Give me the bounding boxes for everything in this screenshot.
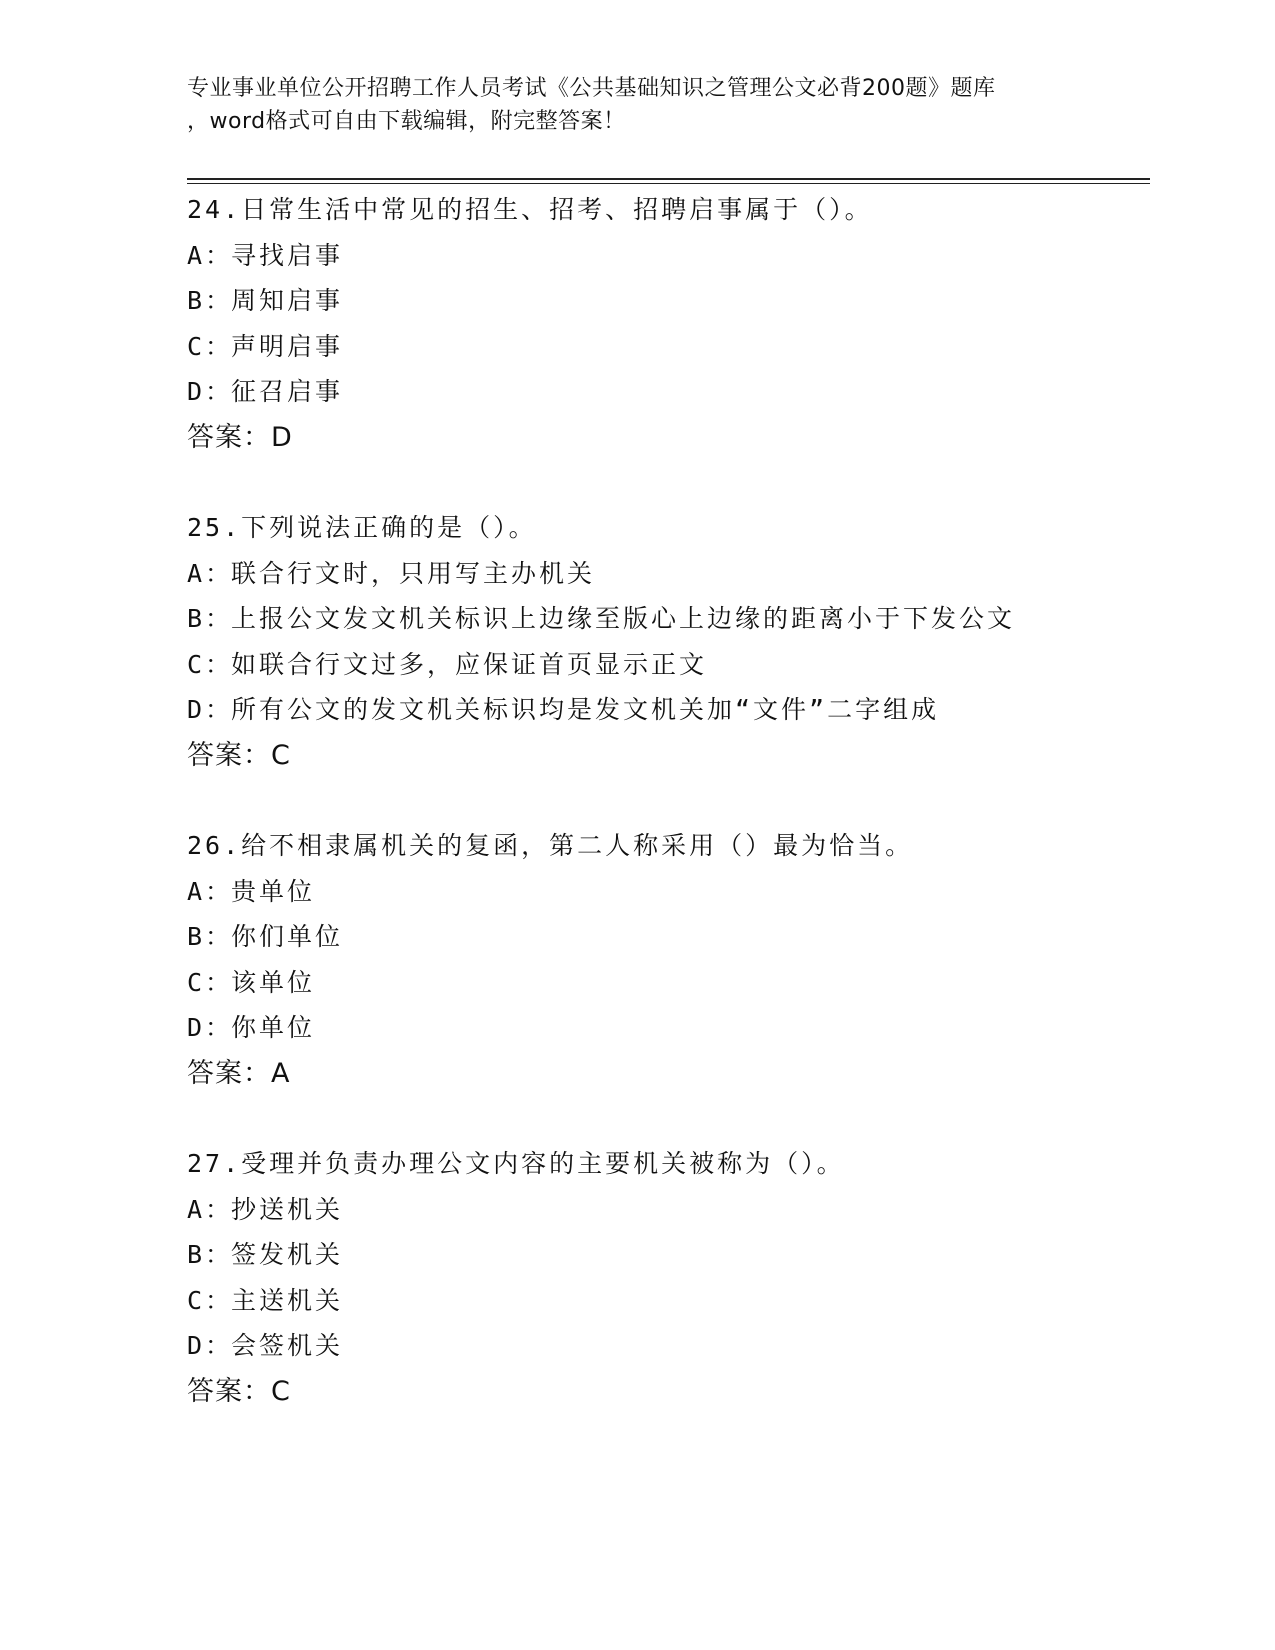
question-stem: 27.受理并负责办理公文内容的主要机关被称为（）。 [187,1149,845,1178]
question-26 [187,823,1167,1096]
option-c [187,324,1167,370]
option-text: 该单位 [231,967,316,997]
option-a [187,551,1167,597]
option-text: 你单位 [231,1013,316,1042]
answer-line: 答案：D [187,421,293,453]
question-stem: 24.日常生活中常见的招生、招考、招聘启事属于（）。 [187,195,873,224]
header-divider-thin [187,183,1150,184]
question-stem: 26.给不相隶属机关的复函，第二人称采用（）最为恰当。 [187,831,914,860]
option-letter: A： [187,558,234,588]
question-25 [187,505,1167,778]
option-letter: B： [187,286,234,315]
option-d [187,687,1167,733]
option-letter: D： [187,1013,234,1042]
option-d [187,1323,1167,1369]
option-b [187,278,1167,324]
header-title-line-2: ，word格式可自由下载编辑，附完整答案！ [187,109,626,134]
option-a [187,233,1167,279]
option-letter: B： [187,604,234,633]
option-c [187,960,1167,1006]
option-a [187,869,1167,915]
option-text: 征召启事 [231,377,344,406]
option-text: 寻找启事 [231,240,344,270]
option-letter: C： [187,967,234,997]
option-b [187,914,1167,960]
option-text: 签发机关 [231,1240,344,1269]
option-text: 会签机关 [231,1331,344,1360]
option-text: 联合行文时，只用写主办机关 [231,558,596,588]
option-b [187,596,1167,642]
option-letter: B： [187,1240,234,1269]
option-letter: B： [187,922,234,951]
option-d [187,1005,1167,1051]
option-c [187,1278,1167,1324]
option-letter: A： [187,876,234,906]
option-c [187,642,1167,688]
header-divider-thick [187,178,1150,180]
option-letter: D： [187,695,234,724]
option-letter: A： [187,1194,234,1224]
option-a [187,1187,1167,1233]
option-text: 如联合行文过多，应保证首页显示正文 [231,649,708,679]
option-text: 上报公文发文机关标识上边缘至版心上边缘的距离小于下发公文 [231,604,1016,633]
option-text: 所有公文的发文机关标识均是发文机关加“文件”二字组成 [231,695,940,724]
option-text: 贵单位 [231,876,316,906]
option-letter: C： [187,331,234,361]
question-27 [187,1141,1167,1414]
answer-line: 答案：C [187,739,291,771]
option-text: 声明启事 [231,331,344,361]
option-text: 周知启事 [231,286,344,315]
option-b [187,1232,1167,1278]
option-text: 抄送机关 [231,1194,344,1224]
option-letter: C： [187,649,234,679]
document-header [187,72,1087,138]
answer-line: 答案：C [187,1375,291,1407]
option-letter: D： [187,1331,234,1360]
option-d [187,369,1167,415]
option-text: 你们单位 [231,922,344,951]
answer-line: 答案：A [187,1057,291,1089]
option-letter: C： [187,1285,234,1315]
question-24 [187,187,1167,460]
header-title-line-1: 专业事业单位公开招聘工作人员考试《公共基础知识之管理公文必背200题》题库 [187,76,996,101]
question-stem: 25.下列说法正确的是（）。 [187,513,537,542]
option-text: 主送机关 [231,1285,344,1315]
option-letter: D： [187,377,234,406]
option-letter: A： [187,240,234,270]
